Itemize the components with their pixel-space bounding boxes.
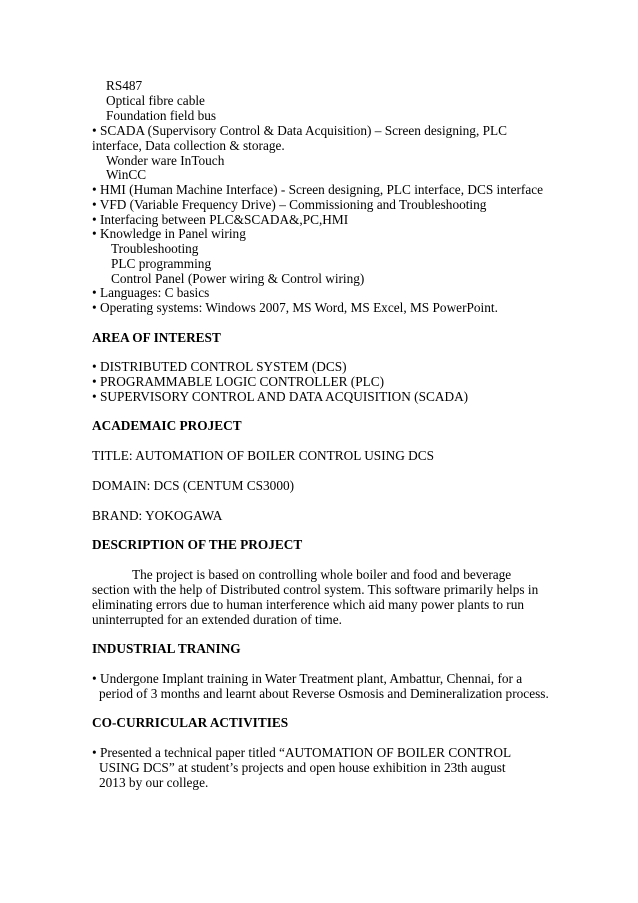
- training-line: period of 3 months and learnt about Reverse Osmosis and Demineralization process.: [99, 686, 549, 701]
- cocurricular-line: • Presented a technical paper titled “AUTOMATION OF BOILER CONTROL: [92, 745, 512, 760]
- cocurricular-line: 2013 by our college.: [99, 775, 209, 790]
- skill-subitem: PLC programming: [111, 256, 212, 271]
- project-domain: DOMAIN: DCS (CENTUM CS3000): [92, 478, 295, 493]
- interest-item: • DISTRIBUTED CONTROL SYSTEM (DCS): [92, 359, 347, 374]
- training-line: • Undergone Implant training in Water Treatment plant, Ambattur, Chennai, for a: [92, 671, 523, 686]
- skill-subitem: Wonder ware InTouch: [106, 153, 225, 168]
- skill-subitem: Control Panel (Power wiring & Control wiring): [111, 271, 365, 286]
- skill-subitem: Foundation field bus: [106, 108, 217, 123]
- description-line: eliminating errors due to human interference which aid many power plants to run: [92, 597, 525, 612]
- skill-subitem: WinCC: [106, 167, 147, 182]
- cocurricular-line: USING DCS” at student’s projects and open house exhibition in 23th august: [99, 760, 506, 775]
- skill-subitem: Optical fibre cable: [106, 93, 205, 108]
- skill-subitem: RS487: [106, 78, 143, 93]
- description-line: section with the help of Distributed control system. This software primarily helps in: [92, 582, 539, 597]
- skill-item-languages: • Languages: C basics: [92, 285, 210, 300]
- section-heading-project: ACADEMAIC PROJECT: [92, 418, 242, 433]
- description-line: The project is based on controlling whole boiler and food and beverage: [132, 567, 512, 582]
- section-heading-training: INDUSTRIAL TRANING: [92, 641, 241, 656]
- skill-item-os: • Operating systems: Windows 2007, MS Word, MS Excel, MS PowerPoint.: [92, 300, 498, 315]
- skill-item-scada-cont: interface, Data collection & storage.: [92, 138, 285, 153]
- skill-item-vfd: • VFD (Variable Frequency Drive) – Commissioning and Troubleshooting: [92, 197, 487, 212]
- skill-item-panel: • Knowledge in Panel wiring: [92, 226, 246, 241]
- skill-item-interfacing: • Interfacing between PLC&SCADA&,PC,HMI: [92, 212, 349, 227]
- description-line: uninterrupted for an extended duration of time.: [92, 612, 342, 627]
- skill-item-scada: • SCADA (Supervisory Control & Data Acquisition) – Screen designing, PLC: [92, 123, 507, 138]
- skill-subitem: Troubleshooting: [111, 241, 199, 256]
- skill-item-hmi: • HMI (Human Machine Interface) - Screen designing, PLC interface, DCS interface: [92, 182, 544, 197]
- section-heading-description: DESCRIPTION OF THE PROJECT: [92, 537, 303, 552]
- section-heading-interest: AREA OF INTEREST: [92, 330, 221, 345]
- interest-item: • SUPERVISORY CONTROL AND DATA ACQUISITION (SCADA): [92, 389, 469, 404]
- project-title: TITLE: AUTOMATION OF BOILER CONTROL USING DCS: [92, 448, 435, 463]
- section-heading-cocurricular: CO-CURRICULAR ACTIVITIES: [92, 715, 289, 730]
- project-brand: BRAND: YOKOGAWA: [92, 508, 223, 523]
- interest-item: • PROGRAMMABLE LOGIC CONTROLLER (PLC): [92, 374, 385, 389]
